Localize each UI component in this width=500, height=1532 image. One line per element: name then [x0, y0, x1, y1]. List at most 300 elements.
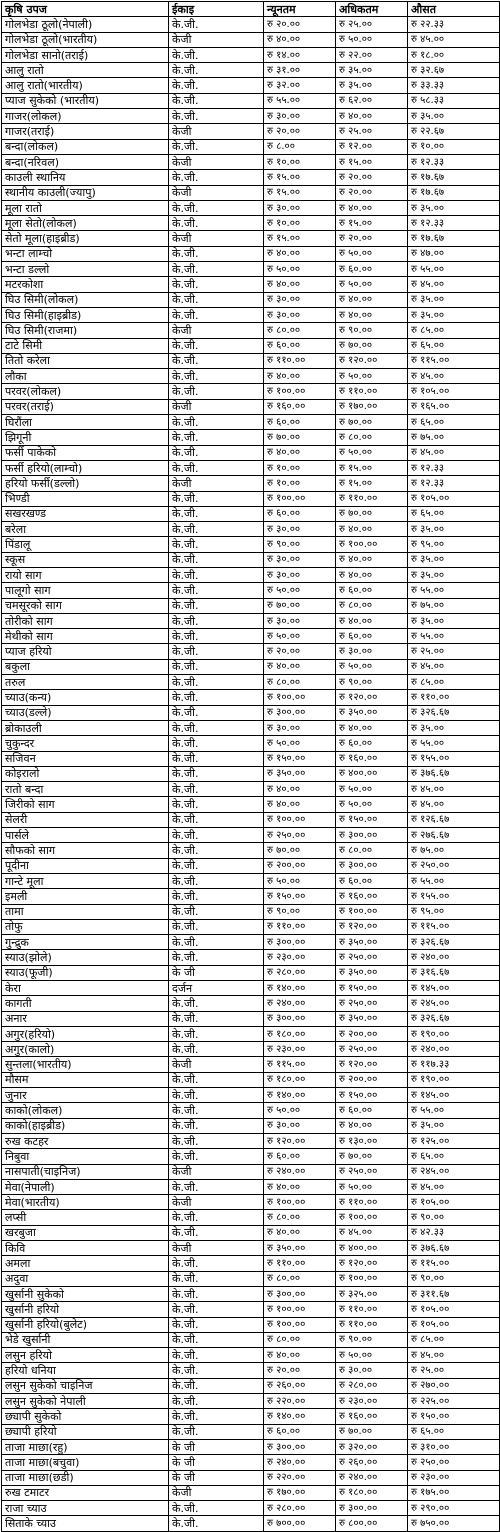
- minimum-cell: रु ३०.००: [264, 292, 336, 307]
- table-row: [2, 491, 500, 506]
- average-cell: रु ५५.००: [408, 629, 500, 644]
- unit-cell: के.जी.: [169, 552, 264, 567]
- maximum-cell: रु २२.००: [336, 47, 408, 62]
- commodity-cell: अगुर(कालो): [2, 1042, 169, 1057]
- average-cell: रु ९०.००: [408, 1271, 500, 1286]
- average-cell: रु १०५.००: [408, 1302, 500, 1317]
- unit-cell: के.जी.: [169, 1179, 264, 1194]
- unit-cell: के.जी.: [169, 1072, 264, 1087]
- commodity-cell: गोलभेडा ठूलो(नेपाली): [2, 17, 169, 32]
- minimum-cell: रु १४०.००: [264, 1088, 336, 1103]
- maximum-cell: रु ६०.००: [336, 629, 408, 644]
- maximum-cell: रु १००.००: [336, 537, 408, 552]
- commodity-cell: ब्रोकाउली: [2, 720, 169, 735]
- maximum-cell: रु २५०.००: [336, 1042, 408, 1057]
- maximum-cell: रु ७०.००: [336, 338, 408, 353]
- unit-cell: के.जी.: [169, 1516, 264, 1531]
- average-cell: रु ५५.००: [408, 1103, 500, 1118]
- table-row: [2, 705, 500, 720]
- maximum-cell: रु ९०.००: [336, 323, 408, 338]
- commodity-cell: आलु रातो(भारतीय): [2, 78, 169, 93]
- minimum-cell: रु ३००.००: [264, 1286, 336, 1301]
- average-cell: रु १५०.००: [408, 1409, 500, 1424]
- table-row: [2, 720, 500, 735]
- maximum-cell: रु ४०.००: [336, 720, 408, 735]
- table-row: [2, 1363, 500, 1378]
- maximum-cell: रु ५०.००: [336, 369, 408, 384]
- commodity-cell: ताजा माछा(रहु): [2, 1439, 169, 1454]
- unit-cell: के.जी.: [169, 246, 264, 261]
- commodity-cell: बकुला: [2, 659, 169, 674]
- unit-cell: के.जी.: [169, 919, 264, 934]
- maximum-cell: रु ३५०.००: [336, 1011, 408, 1026]
- average-cell: रु ४५.००: [408, 1348, 500, 1363]
- average-cell: रु १७.६७: [408, 170, 500, 185]
- maximum-cell: रु २४०.००: [336, 1470, 408, 1485]
- unit-cell: के.जी.: [169, 1286, 264, 1301]
- commodity-cell: तोफु: [2, 919, 169, 934]
- minimum-cell: रु १००.००: [264, 384, 336, 399]
- average-cell: रु ७५०.००: [408, 1516, 500, 1531]
- table-row: [2, 583, 500, 598]
- average-cell: रु ४२.३३: [408, 1225, 500, 1240]
- unit-cell: के.जी.: [169, 996, 264, 1011]
- table-row: [2, 613, 500, 628]
- unit-cell: के.जी.: [169, 1394, 264, 1409]
- table-row: [2, 1088, 500, 1103]
- average-cell: रु ८५.००: [408, 675, 500, 690]
- average-cell: रु १०.००: [408, 139, 500, 154]
- commodity-cell: बन्दा(लोकल): [2, 139, 169, 154]
- commodity-cell: जिरीको साग: [2, 797, 169, 812]
- table-row: [2, 1042, 500, 1057]
- minimum-cell: रु ३०.००: [264, 552, 336, 567]
- table-row: [2, 445, 500, 460]
- unit-cell: केजी: [169, 231, 264, 246]
- maximum-cell: रु ५०.००: [336, 797, 408, 812]
- minimum-cell: रु १०.००: [264, 216, 336, 231]
- minimum-cell: रु ७०.००: [264, 430, 336, 445]
- minimum-cell: रु १५.००: [264, 170, 336, 185]
- maximum-cell: रु २००.००: [336, 1072, 408, 1087]
- average-cell: रु १२.३३: [408, 216, 500, 231]
- unit-cell: के.जी.: [169, 537, 264, 552]
- table-row: [2, 384, 500, 399]
- average-cell: रु १०५.००: [408, 1317, 500, 1332]
- commodity-cell: कागती: [2, 996, 169, 1011]
- maximum-cell: रु १२०.००: [336, 919, 408, 934]
- table-row: [2, 1286, 500, 1301]
- average-cell: रु ४५.००: [408, 32, 500, 47]
- minimum-cell: रु १०.००: [264, 154, 336, 169]
- commodity-cell: ताजा माछा(बचुवा): [2, 1455, 169, 1470]
- unit-cell: के.जी.: [169, 1302, 264, 1317]
- table-row: [2, 154, 500, 169]
- table-row: [2, 47, 500, 62]
- header-minimum: न्यूनतम: [264, 2, 336, 17]
- table-row: [2, 1225, 500, 1240]
- table-row: [2, 736, 500, 751]
- unit-cell: दर्जन: [169, 981, 264, 996]
- minimum-cell: रु ११५.००: [264, 1057, 336, 1072]
- minimum-cell: रु ३५०.००: [264, 766, 336, 781]
- table-row: [2, 1164, 500, 1179]
- table-row: [2, 751, 500, 766]
- table-row: [2, 1409, 500, 1424]
- minimum-cell: रु ३०.००: [264, 613, 336, 628]
- maximum-cell: रु १६०.००: [336, 1409, 408, 1424]
- maximum-cell: रु ४०.००: [336, 552, 408, 567]
- maximum-cell: रु १५०.००: [336, 1088, 408, 1103]
- minimum-cell: रु ५०.००: [264, 262, 336, 277]
- commodity-cell: प्याज सुकेको (भारतीय): [2, 93, 169, 108]
- commodity-cell: अदुवा: [2, 1271, 169, 1286]
- maximum-cell: रु ४००.००: [336, 1241, 408, 1256]
- unit-cell: के.जी.: [169, 1348, 264, 1363]
- commodity-cell: गोलभेडा सानो(तराई): [2, 47, 169, 62]
- average-cell: रु २७०.००: [408, 1378, 500, 1393]
- maximum-cell: रु ८००.००: [336, 1516, 408, 1531]
- table-row: [2, 200, 500, 215]
- commodity-cell: मेवा(नेपाली): [2, 1179, 169, 1194]
- commodity-cell: तोरीको साग: [2, 613, 169, 628]
- average-cell: रु २२.३३: [408, 17, 500, 32]
- commodity-cell: अगुर(हरियो): [2, 1026, 169, 1041]
- unit-cell: के.जी.: [169, 1363, 264, 1378]
- commodity-cell: टाटे सिमी: [2, 338, 169, 353]
- maximum-cell: रु ३००.००: [336, 858, 408, 873]
- unit-cell: के.जी.: [169, 1088, 264, 1103]
- unit-cell: के.जी.: [169, 1317, 264, 1332]
- table-row: [2, 307, 500, 322]
- commodity-cell: तामा: [2, 904, 169, 919]
- table-row: [2, 109, 500, 124]
- minimum-cell: रु ८०.००: [264, 1210, 336, 1225]
- minimum-cell: रु १४०.००: [264, 981, 336, 996]
- average-cell: रु १४५.००: [408, 1088, 500, 1103]
- table-row: [2, 1026, 500, 1041]
- table-row: [2, 981, 500, 996]
- minimum-cell: रु ७००.००: [264, 1516, 336, 1531]
- table-row: [2, 460, 500, 475]
- minimum-cell: रु ३०.००: [264, 1118, 336, 1133]
- unit-cell: के.जी.: [169, 583, 264, 598]
- table-row: [2, 32, 500, 47]
- commodity-cell: काको(हाइब्रीड): [2, 1118, 169, 1133]
- maximum-cell: रु ३२०.००: [336, 1439, 408, 1454]
- table-row: [2, 567, 500, 582]
- table-row: [2, 782, 500, 797]
- minimum-cell: रु ३००.००: [264, 935, 336, 950]
- unit-cell: के.जी.: [169, 78, 264, 93]
- table-row: [2, 537, 500, 552]
- maximum-cell: रु ३५०.००: [336, 935, 408, 950]
- maximum-cell: रु १५०.००: [336, 812, 408, 827]
- minimum-cell: रु ३०.००: [264, 522, 336, 537]
- unit-cell: के.जी.: [169, 1424, 264, 1439]
- average-cell: रु ४५.००: [408, 1179, 500, 1194]
- minimum-cell: रु २३०.००: [264, 950, 336, 965]
- average-cell: रु ४५.००: [408, 277, 500, 292]
- commodity-cell: मूला रातो: [2, 200, 169, 215]
- unit-cell: केजी: [169, 1057, 264, 1072]
- average-cell: रु ४५.००: [408, 659, 500, 674]
- minimum-cell: रु २२०.००: [264, 1470, 336, 1485]
- maximum-cell: रु ४०.००: [336, 1118, 408, 1133]
- minimum-cell: रु ५०.००: [264, 873, 336, 888]
- maximum-cell: रु १२०.००: [336, 690, 408, 705]
- table-row: [2, 904, 500, 919]
- minimum-cell: रु १००.००: [264, 1195, 336, 1210]
- table-row: [2, 690, 500, 705]
- average-cell: रु २२५.००: [408, 1394, 500, 1409]
- minimum-cell: रु ४०.००: [264, 1348, 336, 1363]
- average-cell: रु ४५.००: [408, 782, 500, 797]
- maximum-cell: रु २०.००: [336, 170, 408, 185]
- table-row: [2, 889, 500, 904]
- table-row: [2, 1470, 500, 1485]
- commodity-cell: खरबुजा: [2, 1225, 169, 1240]
- minimum-cell: रु ३०.००: [264, 307, 336, 322]
- commodity-cell: रुख टमाटर: [2, 1485, 169, 1500]
- maximum-cell: रु १८०.००: [336, 1485, 408, 1500]
- minimum-cell: रु ८०.००: [264, 1271, 336, 1286]
- commodity-cell: चुकुन्दर: [2, 736, 169, 751]
- unit-cell: के.जी.: [169, 675, 264, 690]
- maximum-cell: रु ३२५.००: [336, 1286, 408, 1301]
- commodity-cell: सेलरी: [2, 812, 169, 827]
- maximum-cell: रु ३०.००: [336, 1363, 408, 1378]
- unit-cell: के.जी.: [169, 1409, 264, 1424]
- commodity-cell: बरेला: [2, 522, 169, 537]
- commodity-cell: हरियो फर्सी(डल्लो): [2, 476, 169, 491]
- minimum-cell: रु १००.००: [264, 1302, 336, 1317]
- commodity-cell: चमसूरको साग: [2, 598, 169, 613]
- maximum-cell: रु ३५.००: [336, 78, 408, 93]
- unit-cell: के.जी.: [169, 506, 264, 521]
- maximum-cell: रु ३०.००: [336, 644, 408, 659]
- maximum-cell: रु ३००.००: [336, 1501, 408, 1516]
- commodity-cell: रुख कटहर: [2, 1133, 169, 1148]
- commodity-cell: स्याउ(झोले): [2, 950, 169, 965]
- average-cell: रु ६५.००: [408, 506, 500, 521]
- unit-cell: के.जी.: [169, 1011, 264, 1026]
- table-row: [2, 843, 500, 858]
- table-row: [2, 1317, 500, 1332]
- average-cell: रु २४५.००: [408, 996, 500, 1011]
- table-row: [2, 1241, 500, 1256]
- table-row: [2, 766, 500, 781]
- minimum-cell: रु ११०.००: [264, 919, 336, 934]
- unit-cell: के.जी.: [169, 491, 264, 506]
- commodity-cell: केरा: [2, 981, 169, 996]
- header-average: औसत: [408, 2, 500, 17]
- table-row: [2, 935, 500, 950]
- commodity-cell: इमली: [2, 889, 169, 904]
- unit-cell: के.जी.: [169, 47, 264, 62]
- maximum-cell: रु २००.००: [336, 1026, 408, 1041]
- commodity-cell: स्थानीय काउली(ज्यापु): [2, 185, 169, 200]
- maximum-cell: रु ३५०.००: [336, 705, 408, 720]
- maximum-cell: रु ८०.००: [336, 598, 408, 613]
- average-cell: रु ८५.००: [408, 1332, 500, 1347]
- commodity-cell: मेवा(भारतीय): [2, 1195, 169, 1210]
- table-row: [2, 1302, 500, 1317]
- maximum-cell: रु १५.००: [336, 216, 408, 231]
- average-cell: रु ३५.००: [408, 292, 500, 307]
- maximum-cell: रु १२०.००: [336, 1057, 408, 1072]
- average-cell: रु ३७६.६७: [408, 766, 500, 781]
- minimum-cell: रु ४०.००: [264, 445, 336, 460]
- commodity-cell: घिउ सिमी(राजमा): [2, 323, 169, 338]
- unit-cell: के.जी.: [169, 629, 264, 644]
- minimum-cell: रु २४०.००: [264, 1164, 336, 1179]
- unit-cell: के.जी.: [169, 1378, 264, 1393]
- commodity-cell: जुनार: [2, 1088, 169, 1103]
- minimum-cell: रु ६०.००: [264, 1424, 336, 1439]
- table-row: [2, 231, 500, 246]
- unit-cell: केजी: [169, 185, 264, 200]
- average-cell: रु १५५.००: [408, 751, 500, 766]
- unit-cell: के.जी.: [169, 93, 264, 108]
- table-row: [2, 1394, 500, 1409]
- average-cell: रु २४०.००: [408, 1042, 500, 1057]
- commodity-cell: लप्सी: [2, 1210, 169, 1225]
- minimum-cell: रु १५.००: [264, 231, 336, 246]
- maximum-cell: रु ११०.००: [336, 1302, 408, 1317]
- unit-cell: केजी: [169, 124, 264, 139]
- minimum-cell: रु ४०.००: [264, 1225, 336, 1240]
- table-row: [2, 78, 500, 93]
- minimum-cell: रु १४०.००: [264, 1409, 336, 1424]
- commodity-cell: सेतो मूला(हाइब्रीड): [2, 231, 169, 246]
- maximum-cell: रु ७०.००: [336, 1149, 408, 1164]
- commodity-cell: लसुन हरियो: [2, 1348, 169, 1363]
- commodity-cell: बन्दा(नरिवल): [2, 154, 169, 169]
- commodity-cell: मेथीको साग: [2, 629, 169, 644]
- commodity-cell: भेडे खुर्सानी: [2, 1332, 169, 1347]
- unit-cell: के.जी.: [169, 567, 264, 582]
- average-cell: रु ५५.००: [408, 262, 500, 277]
- table-row: [2, 170, 500, 185]
- commodity-cell: घिरौंला: [2, 415, 169, 430]
- unit-cell: के.जी.: [169, 1118, 264, 1133]
- maximum-cell: रु २८०.००: [336, 1378, 408, 1393]
- commodity-cell: तरुल: [2, 675, 169, 690]
- maximum-cell: रु ५०.००: [336, 1348, 408, 1363]
- table-row: [2, 1103, 500, 1118]
- average-cell: रु ४५.००: [408, 445, 500, 460]
- commodity-cell: काको(लोकल): [2, 1103, 169, 1118]
- minimum-cell: रु ६०.००: [264, 1149, 336, 1164]
- average-cell: रु ३११.६७: [408, 1286, 500, 1301]
- maximum-cell: रु ५०.००: [336, 277, 408, 292]
- commodity-cell: प्याज हरियो: [2, 644, 169, 659]
- average-cell: रु १८.००: [408, 47, 500, 62]
- commodity-cell: च्याउ(डल्ले): [2, 705, 169, 720]
- average-cell: रु १२६.६७: [408, 812, 500, 827]
- average-cell: रु ९५.००: [408, 537, 500, 552]
- commodity-cell: सुन्तला(भारतीय): [2, 1057, 169, 1072]
- minimum-cell: रु १८०.००: [264, 1026, 336, 1041]
- unit-cell: के.जी.: [169, 705, 264, 720]
- table-row: [2, 430, 500, 445]
- average-cell: रु ७५.००: [408, 430, 500, 445]
- header-maximum: अधिकतम: [336, 2, 408, 17]
- maximum-cell: रु ६०.००: [336, 1103, 408, 1118]
- average-cell: रु ५५.००: [408, 583, 500, 598]
- commodity-cell: लौका: [2, 369, 169, 384]
- commodity-cell: भन्टा लाम्चो: [2, 246, 169, 261]
- commodity-cell: अनार: [2, 1011, 169, 1026]
- maximum-cell: रु ५०.००: [336, 1179, 408, 1194]
- maximum-cell: रु १५.००: [336, 476, 408, 491]
- minimum-cell: रु ११०.००: [264, 1256, 336, 1271]
- minimum-cell: रु १०.००: [264, 476, 336, 491]
- table-row: [2, 1011, 500, 1026]
- commodity-cell: सजिवन: [2, 751, 169, 766]
- maximum-cell: रु ३५.००: [336, 63, 408, 78]
- average-cell: रु २३०.००: [408, 1470, 500, 1485]
- minimum-cell: रु २८०.००: [264, 965, 336, 980]
- maximum-cell: रु १२०.००: [336, 1256, 408, 1271]
- unit-cell: के.जी.: [169, 1133, 264, 1148]
- average-cell: रु ३५.००: [408, 109, 500, 124]
- table-row: [2, 1118, 500, 1133]
- unit-cell: के.जी.: [169, 598, 264, 613]
- maximum-cell: रु १३०.००: [336, 1133, 408, 1148]
- unit-cell: के जी: [169, 965, 264, 980]
- minimum-cell: रु ७०.००: [264, 843, 336, 858]
- unit-cell: के.जी.: [169, 812, 264, 827]
- average-cell: रु १९०.००: [408, 1072, 500, 1087]
- unit-cell: के.जी.: [169, 935, 264, 950]
- minimum-cell: रु ४०.००: [264, 32, 336, 47]
- minimum-cell: रु १००.००: [264, 1317, 336, 1332]
- unit-cell: के.जी.: [169, 353, 264, 368]
- unit-cell: के.जी.: [169, 216, 264, 231]
- unit-cell: के.जी.: [169, 736, 264, 751]
- table-row: [2, 369, 500, 384]
- minimum-cell: रु ४०.००: [264, 659, 336, 674]
- unit-cell: के.जी.: [169, 1332, 264, 1347]
- average-cell: रु ६५.००: [408, 338, 500, 353]
- commodity-cell: नासपाती(चाइनिज): [2, 1164, 169, 1179]
- average-cell: रु ३२६.६७: [408, 705, 500, 720]
- commodity-cell: फर्सी हरियो(लाम्चो): [2, 460, 169, 475]
- commodity-cell: लसुन सुकेको नेपाली: [2, 1394, 169, 1409]
- commodity-cell: भन्टा डल्लो: [2, 262, 169, 277]
- maximum-cell: रु २५०.००: [336, 1164, 408, 1179]
- unit-cell: के.जी.: [169, 1042, 264, 1057]
- minimum-cell: रु २४०.००: [264, 996, 336, 1011]
- average-cell: रु ३५.००: [408, 720, 500, 735]
- unit-cell: के.जी.: [169, 843, 264, 858]
- minimum-cell: रु १७०.००: [264, 1485, 336, 1500]
- maximum-cell: रु ९०.००: [336, 1332, 408, 1347]
- table-row: [2, 399, 500, 414]
- header-row: [2, 2, 500, 17]
- table-row: [2, 17, 500, 32]
- unit-cell: केजी: [169, 32, 264, 47]
- minimum-cell: रु १००.००: [264, 812, 336, 827]
- average-cell: रु ९५.००: [408, 904, 500, 919]
- unit-cell: के.जी.: [169, 782, 264, 797]
- table-body: [2, 17, 500, 1531]
- unit-cell: के.जी.: [169, 889, 264, 904]
- minimum-cell: रु ८०.००: [264, 1332, 336, 1347]
- maximum-cell: रु ८०.००: [336, 430, 408, 445]
